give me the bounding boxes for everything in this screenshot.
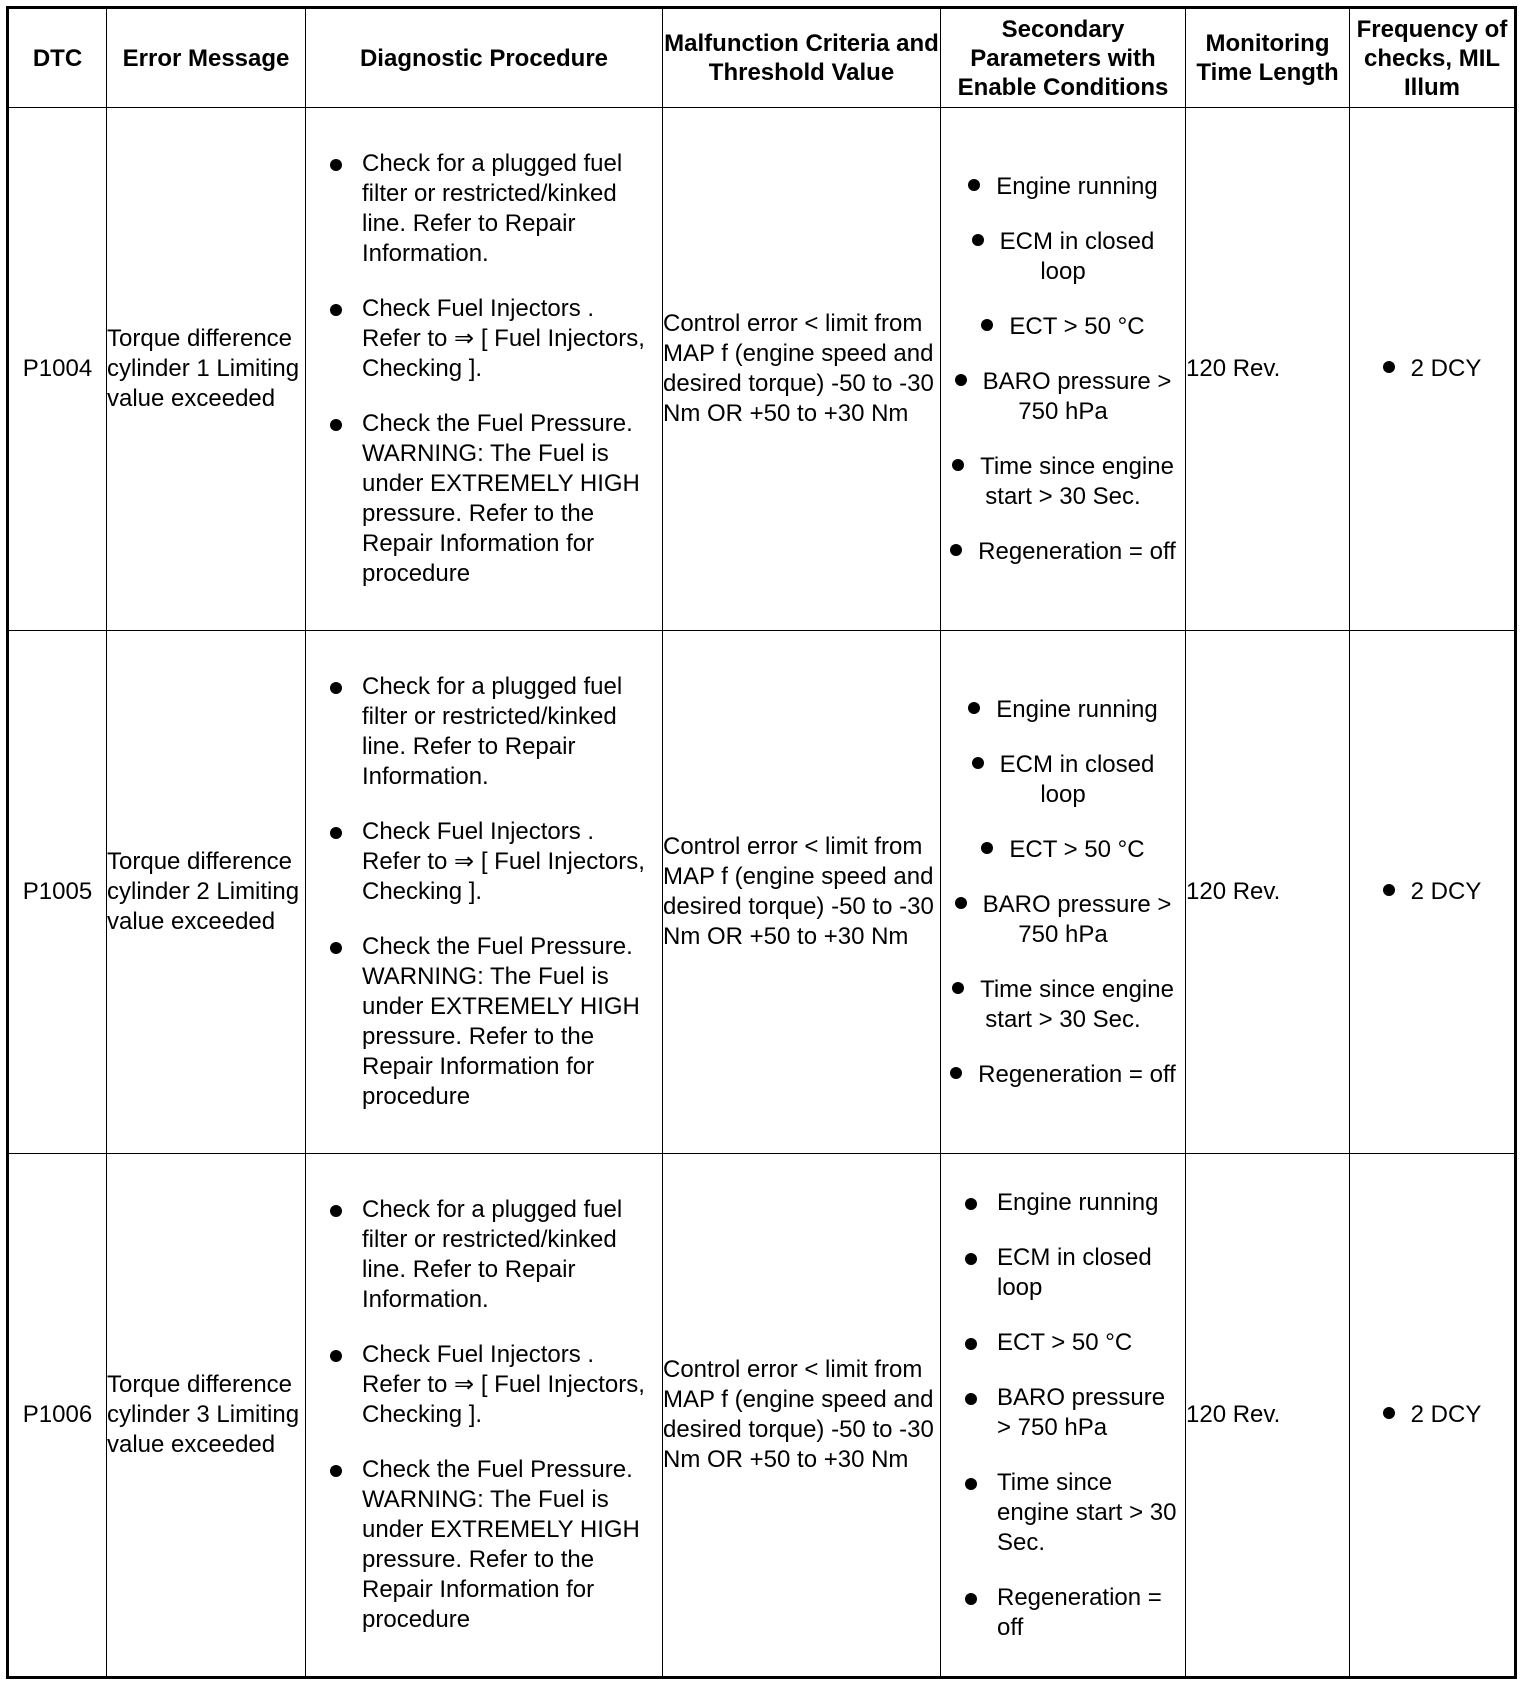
secondary-parameters — [941, 631, 1186, 1154]
secondary-item-text: Engine running — [996, 695, 1158, 723]
header-malfunction-criteria: Malfunction Criteria and Threshold Value — [663, 8, 941, 108]
secondary-parameters — [941, 108, 1186, 631]
bullet-icon — [950, 1067, 962, 1079]
secondary-item-text: ECM in closed loop — [997, 1243, 1152, 1301]
table-row — [8, 108, 1516, 631]
secondary-list — [941, 172, 1185, 567]
procedure-list — [306, 1195, 662, 1635]
frequency-text: 2 DCY — [1410, 878, 1482, 905]
secondary-item — [947, 227, 1179, 287]
monitoring-time: 120 Rev. — [1186, 631, 1350, 1154]
secondary-list — [941, 695, 1185, 1090]
secondary-item — [947, 452, 1179, 512]
secondary-item-text: Regeneration = off — [978, 537, 1176, 565]
diagnostic-procedure — [306, 1154, 663, 1678]
secondary-item-text: Engine running — [997, 1188, 1159, 1216]
procedure-step: Check for a plugged fuel filter or restricted/kinked line. Refer to Repair Information. — [328, 149, 656, 269]
bullet-icon — [1383, 1407, 1395, 1419]
procedure-step: Check Fuel Injectors . Refer to ⇒ [ Fuel Injectors, Checking ]. — [328, 817, 656, 907]
secondary-item — [947, 172, 1179, 202]
header-row — [8, 8, 1516, 108]
secondary-item-text: Regeneration = off — [997, 1583, 1162, 1641]
bullet-icon — [1383, 884, 1395, 896]
error-message: Torque difference cylinder 2 Limiting value exceeded — [107, 631, 306, 1154]
bullet-icon — [955, 897, 967, 909]
dtc-code: P1006 — [8, 1154, 107, 1678]
bullet-icon — [968, 179, 980, 191]
frequency-text: 2 DCY — [1410, 1401, 1482, 1428]
secondary-item-text: Regeneration = off — [978, 1060, 1176, 1088]
secondary-item-text: ECT > 50 °C — [1009, 835, 1145, 863]
bullet-icon — [1383, 361, 1395, 373]
secondary-item-text: Time since engine start > 30 Sec. — [980, 452, 1174, 510]
procedure-step: Check Fuel Injectors . Refer to ⇒ [ Fuel Injectors, Checking ]. — [328, 294, 656, 384]
secondary-item-text: Time since engine start > 30 Sec. — [997, 1468, 1177, 1556]
monitoring-time: 120 Rev. — [1186, 108, 1350, 631]
secondary-item-text: Engine running — [996, 172, 1158, 200]
procedure-list — [306, 149, 662, 589]
dtc-code: P1004 — [8, 108, 107, 631]
bullet-icon — [965, 1198, 977, 1210]
secondary-item-text: Time since engine start > 30 Sec. — [980, 975, 1174, 1033]
frequency — [1350, 631, 1516, 1154]
secondary-parameters — [941, 1154, 1186, 1678]
bullet-icon — [950, 544, 962, 556]
secondary-item-text: ECT > 50 °C — [1009, 312, 1145, 340]
diagnostic-procedure — [306, 108, 663, 631]
secondary-item — [965, 1188, 1179, 1218]
secondary-item — [965, 1243, 1179, 1303]
bullet-icon — [952, 459, 964, 471]
table-row — [8, 631, 1516, 1154]
bullet-icon — [968, 702, 980, 714]
bullet-icon — [981, 842, 993, 854]
header-secondary-parameters: Secondary Parameters with Enable Conditions — [941, 8, 1186, 108]
malfunction-criteria: Control error < limit from MAP f (engine speed and desired torque) -50 to -30 Nm OR +50 to +30 Nm — [663, 108, 941, 631]
bullet-icon — [965, 1338, 977, 1350]
secondary-item-text: ECM in closed loop — [999, 750, 1155, 808]
bullet-icon — [972, 234, 984, 246]
monitoring-time: 120 Rev. — [1186, 1154, 1350, 1678]
secondary-item — [947, 1060, 1179, 1090]
secondary-item-text: BARO pressure > 750 hPa — [982, 890, 1172, 948]
procedure-step: Check the Fuel Pressure. WARNING: The Fuel is under EXTREMELY HIGH pressure. Refer to the Repair Information for procedure — [328, 932, 656, 1112]
header-diagnostic-procedure: Diagnostic Procedure — [306, 8, 663, 108]
secondary-list — [941, 1188, 1185, 1643]
bullet-icon — [965, 1478, 977, 1490]
frequency — [1350, 108, 1516, 631]
header-monitoring-time: Monitoring Time Length — [1186, 8, 1350, 108]
procedure-step: Check for a plugged fuel filter or restricted/kinked line. Refer to Repair Information. — [328, 672, 656, 792]
secondary-item — [947, 312, 1179, 342]
procedure-step: Check for a plugged fuel filter or restricted/kinked line. Refer to Repair Information. — [328, 1195, 656, 1315]
secondary-item — [965, 1328, 1179, 1358]
secondary-item — [947, 367, 1179, 427]
secondary-item — [947, 537, 1179, 567]
header-error-message: Error Message — [107, 8, 306, 108]
secondary-item-text: BARO pressure > 750 hPa — [997, 1383, 1166, 1441]
error-message: Torque difference cylinder 1 Limiting value exceeded — [107, 108, 306, 631]
table-row — [8, 1154, 1516, 1678]
diagnostic-procedure — [306, 631, 663, 1154]
bullet-icon — [972, 757, 984, 769]
secondary-item — [965, 1383, 1179, 1443]
bullet-icon — [965, 1393, 977, 1405]
secondary-item — [947, 835, 1179, 865]
secondary-item — [947, 890, 1179, 950]
procedure-step: Check the Fuel Pressure. WARNING: The Fuel is under EXTREMELY HIGH pressure. Refer to the Repair Information for procedure — [328, 1455, 656, 1635]
error-message: Torque difference cylinder 3 Limiting value exceeded — [107, 1154, 306, 1678]
bullet-icon — [952, 982, 964, 994]
bullet-icon — [965, 1593, 977, 1605]
secondary-item-text: ECT > 50 °C — [997, 1328, 1133, 1356]
procedure-step: Check Fuel Injectors . Refer to ⇒ [ Fuel Injectors, Checking ]. — [328, 1340, 656, 1430]
malfunction-criteria: Control error < limit from MAP f (engine speed and desired torque) -50 to -30 Nm OR +50 to +30 Nm — [663, 1154, 941, 1678]
secondary-item — [947, 975, 1179, 1035]
frequency-text: 2 DCY — [1410, 355, 1482, 382]
bullet-icon — [955, 374, 967, 386]
bullet-icon — [965, 1253, 977, 1265]
procedure-step: Check the Fuel Pressure. WARNING: The Fuel is under EXTREMELY HIGH pressure. Refer to the Repair Information for procedure — [328, 409, 656, 589]
secondary-item — [965, 1468, 1179, 1558]
secondary-item-text: BARO pressure > 750 hPa — [982, 367, 1172, 425]
dtc-code: P1005 — [8, 631, 107, 1154]
secondary-item-text: ECM in closed loop — [999, 227, 1155, 285]
header-dtc: DTC — [8, 8, 107, 108]
dtc-table — [6, 6, 1517, 1679]
secondary-item — [965, 1583, 1179, 1643]
secondary-item — [947, 750, 1179, 810]
header-frequency: Frequency of checks, MIL Illum — [1350, 8, 1516, 108]
bullet-icon — [981, 319, 993, 331]
secondary-item — [947, 695, 1179, 725]
procedure-list — [306, 672, 662, 1112]
frequency — [1350, 1154, 1516, 1678]
malfunction-criteria: Control error < limit from MAP f (engine speed and desired torque) -50 to -30 Nm OR +50 to +30 Nm — [663, 631, 941, 1154]
